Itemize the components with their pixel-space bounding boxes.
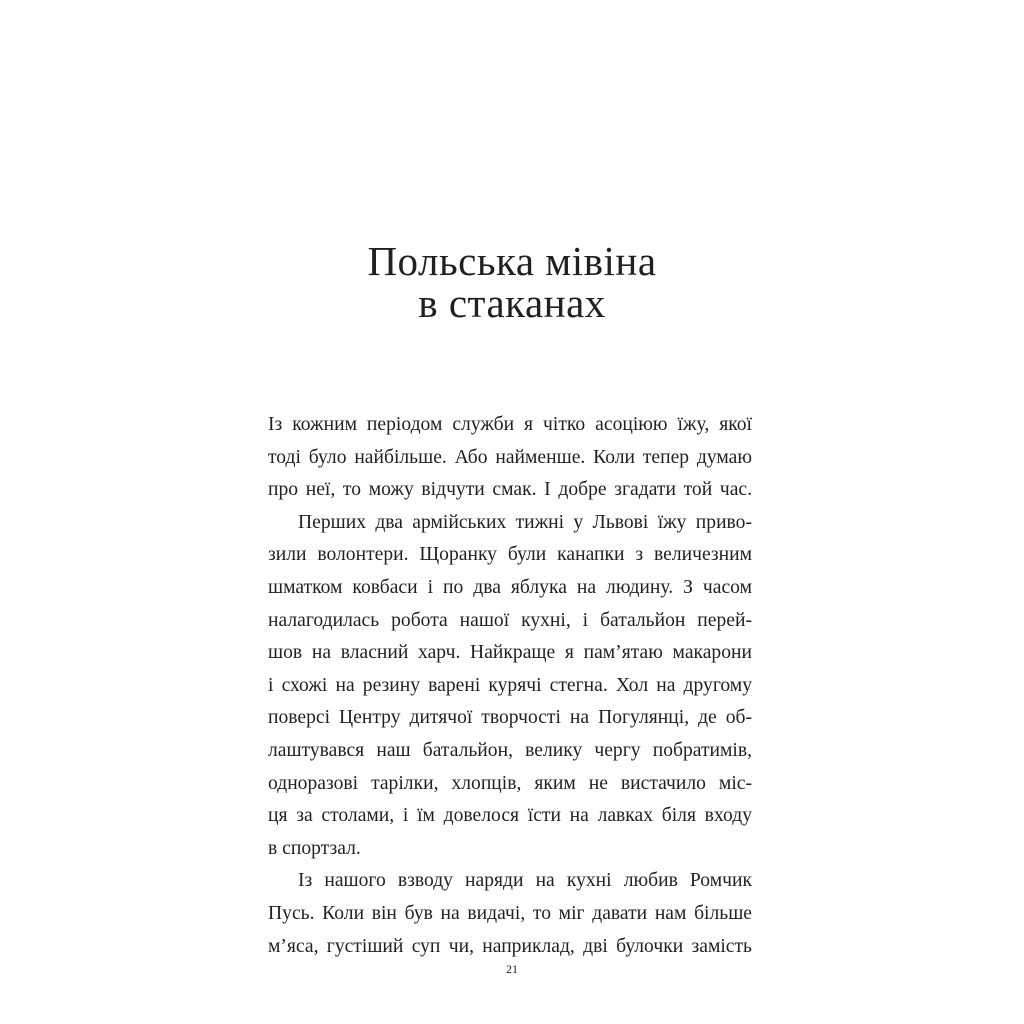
text-line: поверсі Центру дитячої творчості на Погулянці, де об- — [268, 707, 752, 729]
text-line: Перших два армійських тижні у Львові їжу приво- — [298, 511, 752, 533]
text-line: про неї, то можу відчути смак. І добре згадати той час. — [268, 479, 752, 501]
body-text — [268, 409, 752, 963]
text-line: Із кожним періодом служби я чітко асоціюю їжу, якої — [268, 414, 752, 435]
text-line: Пусь. Коли він був на видачі, то міг давати нам більше — [268, 902, 752, 924]
paragraph — [268, 865, 752, 963]
text-line: Із нашого взводу наряди на кухні любив Ромчик — [298, 870, 752, 892]
text-line: тоді було найбільше. Або найменше. Коли тепер думаю — [268, 446, 752, 468]
text-line: одноразові тарілки, хлопців, яким не вистачило міс- — [268, 772, 752, 794]
text-line: м’яса, густіший суп чи, наприклад, дві булочки замість — [268, 935, 752, 957]
text-line: зили волонтери. Щоранку були канапки з величезним — [268, 544, 752, 566]
chapter-title — [0, 240, 1024, 324]
text-line: і схожі на резину варені курячі стегна. Хол на другому — [268, 674, 752, 696]
text-line: шов на власний харч. Найкраще я пам’ятаю макарони — [268, 642, 752, 664]
text-line: ця за столами, і їм довелося їсти на лавках біля входу — [268, 805, 752, 827]
text-line: налагодилась робота нашої кухні, і батальйон перей- — [268, 609, 752, 631]
text-line: в спортзал. — [268, 837, 361, 859]
paragraph — [268, 409, 752, 507]
page-number: 21 — [506, 962, 518, 976]
chapter-title-line: в стаканах — [418, 280, 606, 326]
text-line: шматком ковбаси і по два яблука на людину. З часом — [268, 576, 752, 598]
chapter-title-line: Польська мівіна — [367, 238, 657, 284]
paragraph — [268, 507, 752, 866]
text-line: лаштувався наш батальйон, велику чергу побратимів, — [268, 739, 752, 761]
